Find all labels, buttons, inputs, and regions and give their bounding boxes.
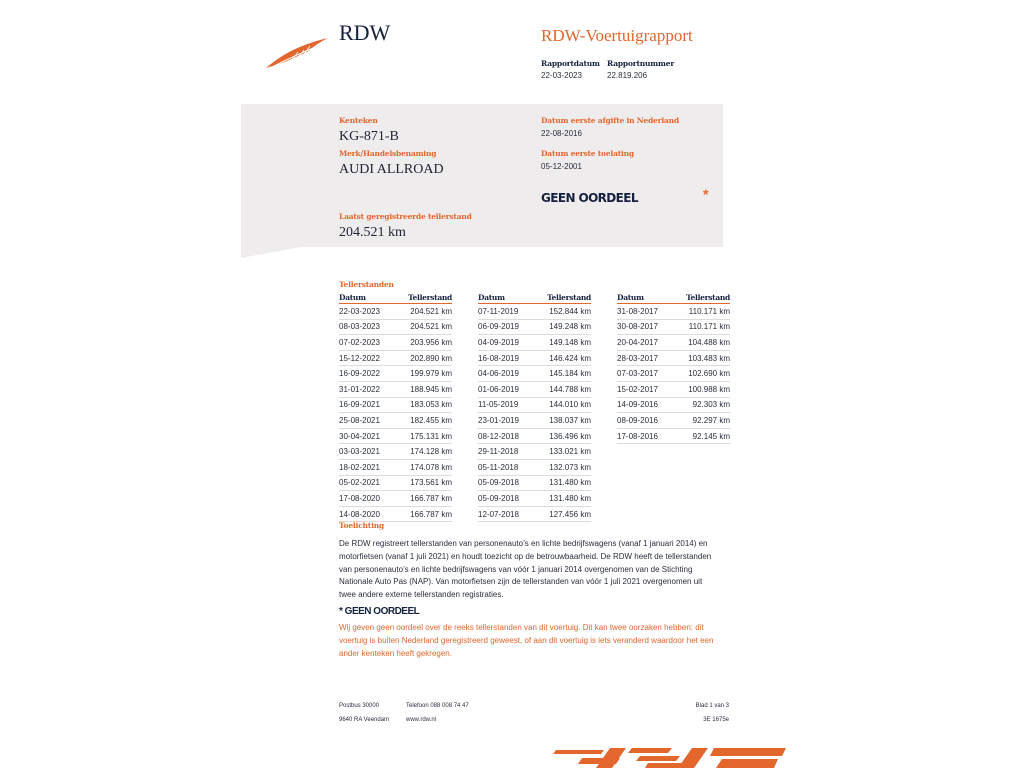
row-date: 20-04-2017: [617, 335, 672, 351]
row-odometer: 92.297 km: [672, 413, 730, 429]
table-row: [478, 397, 591, 413]
first-admission-label: Datum eerste toelating: [541, 149, 634, 158]
panel-notch: [241, 247, 301, 258]
table-row: [478, 381, 591, 397]
explanation-title: Toelichting: [339, 521, 385, 530]
table-row: [339, 444, 452, 460]
table-row: [339, 428, 452, 444]
table-row: [478, 491, 591, 507]
row-date: 04-09-2019: [478, 335, 533, 351]
report-number-label: Rapportnummer: [607, 59, 675, 68]
verdict-footnote-text: [339, 622, 739, 660]
row-odometer: 166.787 km: [394, 506, 452, 522]
row-odometer: 138.037 km: [533, 413, 591, 429]
row-odometer: 203.956 km: [394, 335, 452, 351]
row-odometer: 92.303 km: [672, 397, 730, 413]
odometer-table: [478, 292, 591, 522]
row-date: 15-02-2017: [617, 381, 672, 397]
row-odometer: 173.561 km: [394, 475, 452, 491]
odometer-table: [617, 292, 730, 444]
report-date-value: 22-03-2023: [541, 71, 582, 80]
table-row: [339, 506, 452, 522]
table-row: [478, 304, 591, 320]
row-date: 17-08-2020: [339, 491, 394, 507]
row-date: 25-08-2021: [339, 413, 394, 429]
table-row: [339, 413, 452, 429]
odometer-section-title: Tellerstanden: [339, 280, 394, 289]
footer-city: 9640 RA Veendam: [339, 717, 390, 723]
table-row: [478, 319, 591, 335]
row-odometer: 182.455 km: [394, 413, 452, 429]
row-date: 16-09-2022: [339, 366, 394, 382]
row-date: 23-01-2019: [478, 413, 533, 429]
table-row: [617, 428, 730, 444]
row-date: 29-11-2018: [478, 444, 533, 460]
row-odometer: 131.480 km: [533, 475, 591, 491]
row-odometer: 183.053 km: [394, 397, 452, 413]
row-date: 04-06-2019: [478, 366, 533, 382]
row-date: 14-09-2016: [617, 397, 672, 413]
table-row: [617, 366, 730, 382]
row-date: 22-03-2023: [339, 304, 394, 320]
vehicle-summary-panel: [241, 104, 723, 247]
explanation-line: twee andere externe tellerstanden registraties.: [339, 590, 504, 600]
table-row: [478, 413, 591, 429]
row-odometer: 202.890 km: [394, 350, 452, 366]
table-row: [478, 366, 591, 382]
row-odometer: 166.787 km: [394, 491, 452, 507]
table-row: [617, 381, 730, 397]
row-date: 17-08-2016: [617, 428, 672, 444]
row-odometer: 199.979 km: [394, 366, 452, 382]
explanation-line: van personenauto’s en lichte bedrijfswagens van vóór 1 januari 2014 overgenomen van de Stichting: [339, 564, 693, 574]
row-date: 07-02-2023: [339, 335, 394, 351]
table-row: [478, 428, 591, 444]
brand-name: RDW: [339, 20, 391, 45]
first-nl-value: 22-08-2016: [541, 129, 582, 138]
row-date: 18-02-2021: [339, 459, 394, 475]
row-date: 07-11-2019: [478, 304, 533, 320]
first-admission-value: 05-12-2001: [541, 162, 582, 171]
col-header-value: Tellerstand: [672, 292, 730, 304]
plate-label: Kenteken: [339, 116, 378, 125]
row-date: 30-08-2017: [617, 319, 672, 335]
row-odometer: 102.690 km: [672, 366, 730, 382]
row-date: 05-09-2018: [478, 491, 533, 507]
row-odometer: 110.171 km: [672, 304, 730, 320]
table-row: [339, 475, 452, 491]
row-date: 11-05-2019: [478, 397, 533, 413]
row-date: 05-11-2018: [478, 459, 533, 475]
row-odometer: 144.788 km: [533, 381, 591, 397]
footer-phone: Telefoon 088 008 74 47: [406, 703, 469, 709]
make-label: Merk/Handelsbenaming: [339, 149, 437, 158]
row-odometer: 146.424 km: [533, 350, 591, 366]
explanation-line: Nationale Auto Pas (NAP). Van motorfietsen zijn de tellerstanden van vóór 1 juli 2021 overgenomen uit: [339, 577, 703, 587]
row-odometer: 152.844 km: [533, 304, 591, 320]
row-odometer: 127.456 km: [533, 506, 591, 522]
table-row: [339, 366, 452, 382]
table-row: [617, 335, 730, 351]
row-odometer: 149.248 km: [533, 319, 591, 335]
row-odometer: 133.021 km: [533, 444, 591, 460]
table-row: [617, 397, 730, 413]
table-row: [617, 319, 730, 335]
row-odometer: 110.171 km: [672, 319, 730, 335]
row-date: 05-02-2021: [339, 475, 394, 491]
row-date: 15-12-2022: [339, 350, 394, 366]
row-odometer: 174.078 km: [394, 459, 452, 475]
verdict-footnote-title: * GEEN OORDEEL: [339, 606, 420, 617]
explanation-text: [339, 538, 739, 602]
col-header-value: Tellerstand: [533, 292, 591, 304]
report-number-value: 22.819.206: [607, 71, 648, 80]
table-row: [478, 335, 591, 351]
footer-postbus: Postbus 30000: [339, 703, 380, 709]
footer-page: Blad 1 van 3: [695, 703, 729, 709]
explanation-line: De RDW registreert tellerstanden van personenauto’s en lichte bedrijfswagens (vanaf 1 januari 2014) en: [339, 539, 708, 548]
row-odometer: 149.148 km: [533, 335, 591, 351]
row-odometer: 145.184 km: [533, 366, 591, 382]
row-date: 12-07-2018: [478, 506, 533, 522]
table-row: [617, 413, 730, 429]
col-header-date: Datum: [478, 292, 533, 304]
row-date: 07-03-2017: [617, 366, 672, 382]
row-odometer: 103.483 km: [672, 350, 730, 366]
row-date: 08-12-2018: [478, 428, 533, 444]
row-odometer: 204.521 km: [394, 304, 452, 320]
plate-value: KG-871-B: [339, 129, 399, 144]
footer-web: www.rdw.nl: [406, 717, 437, 723]
row-odometer: 204.521 km: [394, 319, 452, 335]
report-date-label: Rapportdatum: [541, 59, 600, 68]
odometer-label: Laatst geregistreerde tellerstand: [339, 212, 472, 221]
rdw-stripes-decoration: [552, 744, 786, 768]
row-odometer: 136.496 km: [533, 428, 591, 444]
table-row: [339, 335, 452, 351]
table-row: [478, 444, 591, 460]
row-date: 06-09-2019: [478, 319, 533, 335]
row-date: 16-08-2019: [478, 350, 533, 366]
col-header-date: Datum: [339, 292, 394, 304]
table-row: [339, 350, 452, 366]
row-odometer: 175.131 km: [394, 428, 452, 444]
row-odometer: 131.480 km: [533, 491, 591, 507]
row-odometer: 92.145 km: [672, 428, 730, 444]
table-row: [478, 506, 591, 522]
first-nl-label: Datum eerste afgifte in Nederland: [541, 116, 679, 125]
table-row: [478, 475, 591, 491]
odometer-value: 204.521 km: [339, 225, 406, 240]
row-date: 28-03-2017: [617, 350, 672, 366]
row-date: 08-09-2016: [617, 413, 672, 429]
row-odometer: 100.988 km: [672, 381, 730, 397]
table-row: [339, 319, 452, 335]
row-odometer: 188.945 km: [394, 381, 452, 397]
table-row: [478, 459, 591, 475]
row-date: 08-03-2023: [339, 319, 394, 335]
footer-code: 3E 1675e: [703, 717, 729, 723]
explanation-line: motorfietsen (vanaf 1 juli 2021) en houdt toezicht op de betrouwbaarheid. De RDW heeft de tellerstanden: [339, 551, 712, 561]
row-date: 14-08-2020: [339, 506, 394, 522]
row-date: 30-04-2021: [339, 428, 394, 444]
row-date: 16-09-2021: [339, 397, 394, 413]
table-row: [339, 381, 452, 397]
table-row: [339, 459, 452, 475]
table-row: [617, 304, 730, 320]
row-date: 31-08-2017: [617, 304, 672, 320]
row-odometer: 144.010 km: [533, 397, 591, 413]
row-date: 05-09-2018: [478, 475, 533, 491]
verdict-line: Wij geven geen oordeel over de reeks tellerstanden van dit voertuig. Dit kan twee oorzaken hebben: dit: [339, 623, 704, 632]
col-header-date: Datum: [617, 292, 672, 304]
verdict-star: *: [703, 186, 709, 202]
table-row: [339, 491, 452, 507]
row-odometer: 132.073 km: [533, 459, 591, 475]
verdict: GEEN OORDEEL: [541, 191, 638, 205]
rdw-wing-logo-icon: [264, 34, 330, 70]
report-title: RDW-Voertuigrapport: [541, 26, 693, 45]
col-header-value: Tellerstand: [394, 292, 452, 304]
table-row: [339, 304, 452, 320]
odometer-table: [339, 292, 452, 522]
verdict-line: ander kenteken heeft gekregen.: [339, 648, 452, 658]
make-value: AUDI ALLROAD: [339, 162, 444, 177]
row-odometer: 104.488 km: [672, 335, 730, 351]
row-date: 03-03-2021: [339, 444, 394, 460]
row-odometer: 174.128 km: [394, 444, 452, 460]
table-row: [478, 350, 591, 366]
table-row: [617, 350, 730, 366]
row-date: 01-06-2019: [478, 381, 533, 397]
verdict-line: voertuig is buiten Nederland geregistreerd geweest, of aan dit voertuig is iets veranderd waardoor het een: [339, 635, 714, 645]
table-row: [339, 397, 452, 413]
row-date: 31-01-2022: [339, 381, 394, 397]
